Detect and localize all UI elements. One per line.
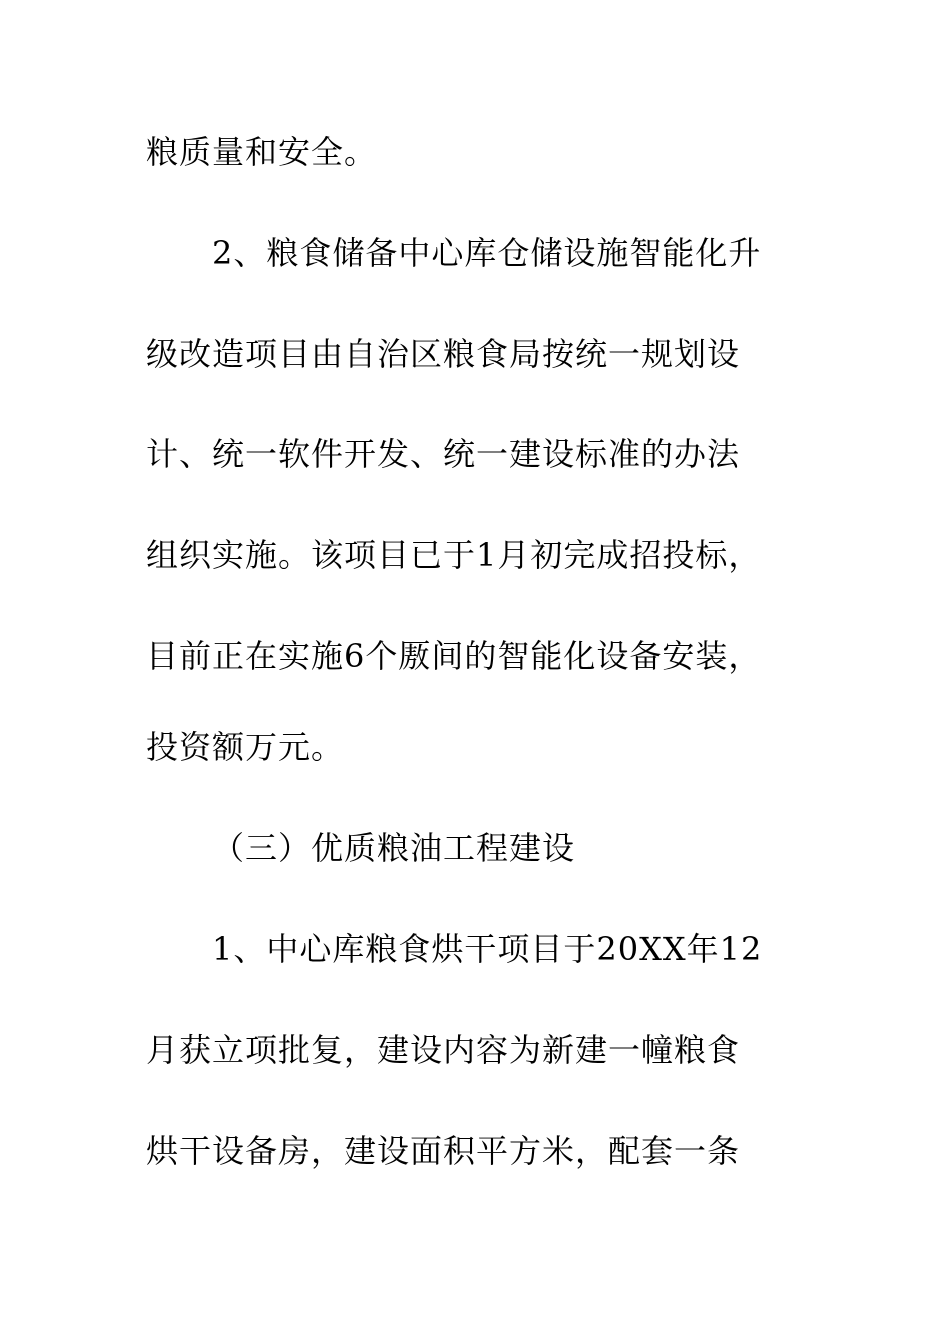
paragraph-line: 烘干设备房，建设面积平方米，配套一条 (146, 1132, 741, 1170)
paragraph-line: 粮质量和安全。 (146, 133, 378, 171)
paragraph-line: 级改造项目由自治区粮食局按统一规划设 (146, 335, 741, 373)
section-heading: （三）优质粮油工程建设 (212, 829, 576, 867)
paragraph-line: 月获立项批复，建设内容为新建一幢粮食 (146, 1031, 741, 1069)
paragraph-line: 计、统一软件开发、统一建设标准的办法 (146, 435, 741, 473)
paragraph-line: 组织实施。该项目已于1月初完成招投标， (146, 536, 762, 574)
paragraph-line: 2、粮食储备中心库仓储设施智能化升 (212, 234, 762, 272)
paragraph-line: 1、中心库粮食烘干项目于20XX年12 (212, 930, 763, 968)
paragraph-line: 投资额万元。 (146, 728, 345, 766)
paragraph-line: 目前正在实施6个厫间的智能化设备安装， (146, 637, 762, 675)
